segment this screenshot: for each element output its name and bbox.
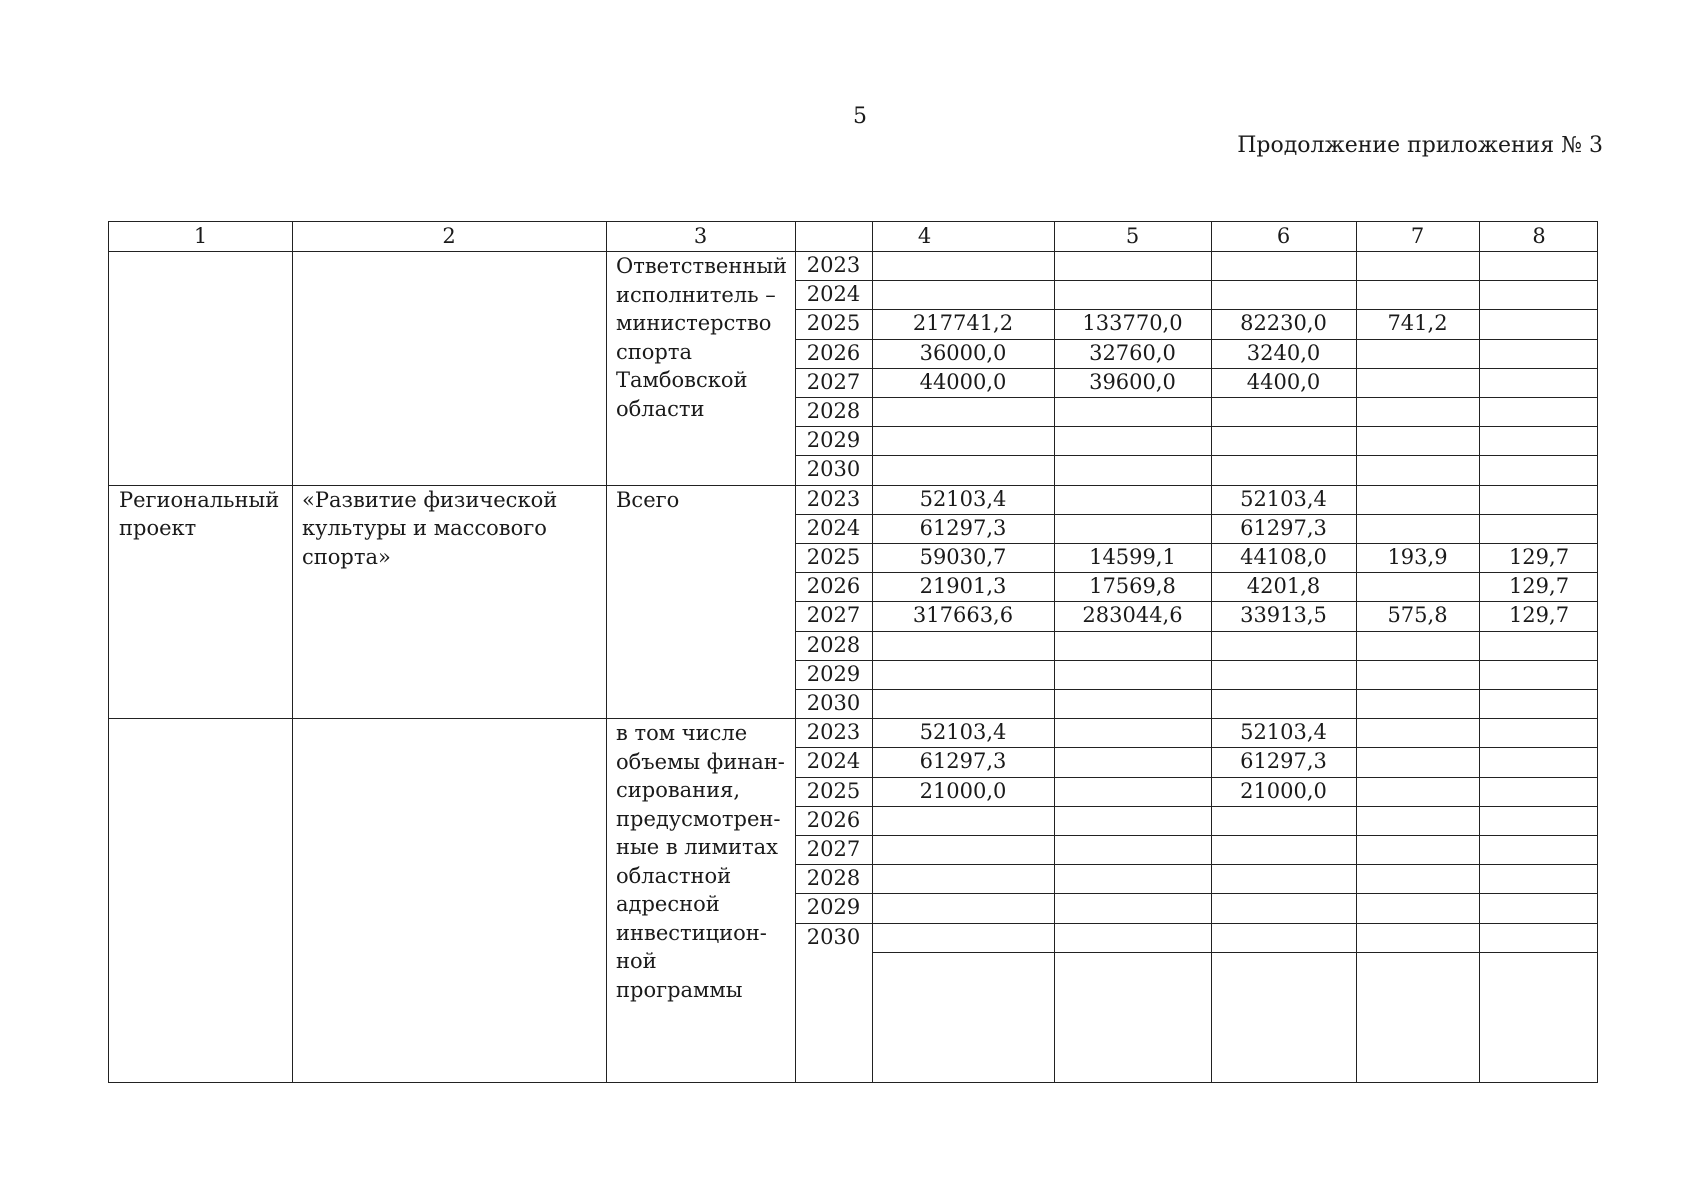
value-cell: 283044,6 — [1082, 603, 1183, 628]
value-cell: 741,2 — [1387, 311, 1448, 336]
value-cell — [1211, 455, 1356, 484]
value-cell — [1211, 251, 1356, 280]
column-divider — [292, 222, 293, 1082]
year-cell: 2030 — [806, 457, 861, 482]
header-cell: 3 — [693, 224, 708, 248]
year-cell: 2023 — [806, 486, 861, 511]
row-name-cell: «Развитие физической культуры и массового спорта» — [302, 487, 558, 569]
header-cell: 4 — [917, 224, 932, 248]
value-cell — [872, 835, 1054, 864]
value-cell: 317663,6 — [912, 603, 1014, 628]
year-cell: 2027 — [806, 603, 861, 628]
header-cell: 8 — [1532, 224, 1546, 248]
value-cell — [872, 893, 1054, 922]
value-cell: 21901,3 — [919, 574, 1007, 599]
funding-source-cell: Ответственный исполнитель – министерство спорта Тамбовской области — [616, 254, 788, 421]
column-divider — [606, 222, 607, 1082]
value-cell — [1211, 864, 1356, 893]
value-cell — [1479, 251, 1599, 280]
value-cell: 82230,0 — [1240, 311, 1327, 336]
value-cell: 52103,4 — [1240, 486, 1327, 511]
value-cell — [1054, 893, 1211, 922]
value-cell — [1211, 923, 1356, 952]
value-cell: 14599,1 — [1089, 545, 1176, 569]
value-cell — [1211, 893, 1356, 922]
value-cell — [1054, 923, 1211, 952]
value-cell: 575,8 — [1387, 603, 1448, 628]
value-cell — [1356, 806, 1479, 835]
year-cell: 2023 — [806, 253, 861, 277]
value-cell — [1211, 280, 1356, 309]
year-cell: 2029 — [806, 428, 861, 453]
value-cell: 44108,0 — [1240, 545, 1327, 569]
value-cell — [1479, 514, 1599, 543]
value-cell — [1356, 835, 1479, 864]
value-cell: 33913,5 — [1240, 603, 1327, 628]
value-cell: 3240,0 — [1246, 340, 1321, 365]
value-cell — [1054, 485, 1211, 514]
value-cell — [1356, 397, 1479, 426]
value-cell — [1479, 455, 1599, 484]
value-cell: 217741,2 — [912, 311, 1014, 336]
header-cell: 5 — [1125, 224, 1140, 248]
value-cell — [1479, 923, 1599, 952]
year-cell: 2026 — [806, 340, 861, 365]
value-cell — [872, 806, 1054, 835]
value-cell — [1479, 280, 1599, 309]
header-cell: 7 — [1410, 224, 1425, 248]
header-cell: 2 — [442, 224, 456, 248]
row-divider — [872, 952, 1597, 953]
year-cell: 2030 — [806, 924, 861, 949]
value-cell: 21000,0 — [919, 778, 1007, 803]
value-cell — [1211, 631, 1356, 660]
value-cell — [1054, 426, 1211, 455]
value-cell — [1479, 835, 1599, 864]
value-cell — [872, 280, 1054, 309]
value-cell — [1479, 397, 1599, 426]
page-number: 5 — [853, 104, 867, 129]
year-cell: 2027 — [806, 369, 861, 394]
year-cell: 2027 — [806, 837, 861, 861]
value-cell: 52103,4 — [1240, 720, 1327, 745]
value-cell: 129,7 — [1508, 603, 1570, 628]
value-cell — [1356, 572, 1479, 601]
value-cell — [872, 397, 1054, 426]
value-cell — [1356, 251, 1479, 280]
value-cell — [1356, 923, 1479, 952]
value-cell: 32760,0 — [1089, 340, 1176, 365]
year-cell: 2025 — [806, 778, 861, 803]
year-cell: 2025 — [806, 311, 861, 336]
year-cell: 2030 — [806, 691, 861, 715]
value-cell — [1054, 455, 1211, 484]
value-cell: 129,7 — [1508, 545, 1570, 569]
value-cell: 133770,0 — [1082, 311, 1183, 336]
year-cell: 2023 — [806, 720, 861, 745]
value-cell: 52103,4 — [919, 486, 1007, 511]
value-cell — [1479, 718, 1599, 747]
year-cell: 2026 — [806, 574, 861, 599]
value-cell — [1479, 660, 1599, 689]
year-cell: 2024 — [806, 515, 861, 540]
value-cell — [1356, 864, 1479, 893]
year-cell: 2028 — [806, 399, 861, 423]
value-cell — [872, 426, 1054, 455]
value-cell — [872, 455, 1054, 484]
value-cell — [1054, 864, 1211, 893]
value-cell — [1054, 397, 1211, 426]
value-cell — [1356, 893, 1479, 922]
value-cell — [1356, 747, 1479, 776]
value-cell — [1479, 747, 1599, 776]
value-cell — [1054, 631, 1211, 660]
value-cell — [1054, 777, 1211, 806]
value-cell — [1054, 835, 1211, 864]
value-cell — [1479, 368, 1599, 397]
value-cell — [1356, 514, 1479, 543]
year-cell: 2029 — [806, 895, 861, 920]
value-cell — [872, 689, 1054, 718]
value-cell — [1479, 864, 1599, 893]
value-cell — [1479, 426, 1599, 455]
value-cell — [1479, 339, 1599, 368]
value-cell — [1356, 485, 1479, 514]
value-cell: 129,7 — [1508, 574, 1570, 599]
appendix-continuation-note: Продолжение приложения № 3 — [1237, 133, 1603, 158]
value-cell — [1211, 689, 1356, 718]
value-cell: 44000,0 — [919, 369, 1007, 394]
value-cell: 17569,8 — [1089, 574, 1176, 599]
value-cell — [1211, 426, 1356, 455]
year-cell: 2024 — [806, 282, 861, 307]
value-cell: 193,9 — [1387, 545, 1448, 569]
value-cell — [1479, 689, 1599, 718]
value-cell: 61297,3 — [919, 515, 1007, 540]
value-cell — [872, 864, 1054, 893]
value-cell — [1054, 660, 1211, 689]
value-cell — [1054, 747, 1211, 776]
value-cell — [1054, 806, 1211, 835]
year-cell: 2029 — [806, 661, 861, 686]
value-cell — [1479, 893, 1599, 922]
value-cell: 4400,0 — [1246, 369, 1321, 394]
value-cell — [1054, 514, 1211, 543]
value-cell — [872, 923, 1054, 952]
value-cell — [1479, 777, 1599, 806]
value-cell — [1054, 689, 1211, 718]
value-cell — [1356, 426, 1479, 455]
value-cell: 39600,0 — [1089, 369, 1176, 394]
value-cell — [1479, 631, 1599, 660]
year-cell: 2024 — [806, 749, 861, 774]
value-cell — [872, 251, 1054, 280]
value-cell — [872, 660, 1054, 689]
year-cell: 2025 — [806, 545, 861, 569]
value-cell — [1356, 660, 1479, 689]
value-cell — [1356, 280, 1479, 309]
value-cell: 52103,4 — [919, 720, 1007, 745]
value-cell: 61297,3 — [1240, 749, 1327, 774]
row-type-cell: Региональный проект — [119, 487, 280, 541]
value-cell — [1356, 631, 1479, 660]
value-cell — [1356, 718, 1479, 747]
value-cell: 61297,3 — [919, 749, 1007, 774]
value-cell — [1211, 397, 1356, 426]
year-cell: 2026 — [806, 807, 861, 832]
value-cell — [1211, 806, 1356, 835]
value-cell — [872, 631, 1054, 660]
year-cell: 2028 — [806, 866, 861, 891]
header-cell: 6 — [1276, 224, 1291, 248]
year-cell: 2028 — [806, 632, 861, 657]
value-cell: 36000,0 — [919, 340, 1007, 365]
financing-table — [108, 221, 1598, 1083]
value-cell — [1211, 660, 1356, 689]
header-cell: 1 — [193, 224, 208, 248]
value-cell: 4201,8 — [1246, 574, 1321, 599]
value-cell — [1054, 280, 1211, 309]
value-cell — [1054, 718, 1211, 747]
funding-source-cell: Всего — [616, 487, 680, 512]
value-cell — [1356, 455, 1479, 484]
value-cell — [1479, 309, 1599, 338]
value-cell — [1479, 806, 1599, 835]
value-cell: 21000,0 — [1240, 778, 1327, 803]
value-cell — [1356, 368, 1479, 397]
value-cell — [1054, 251, 1211, 280]
value-cell — [1479, 485, 1599, 514]
value-cell — [1356, 777, 1479, 806]
value-cell: 61297,3 — [1240, 515, 1327, 540]
value-cell — [1356, 339, 1479, 368]
value-cell — [1356, 689, 1479, 718]
value-cell: 59030,7 — [919, 545, 1007, 569]
value-cell — [1211, 835, 1356, 864]
funding-source-cell: в том числе объемы финан- сирования, предусмотрен- ные в лимитах областной адресной инвестицион- ной программы — [616, 721, 785, 1002]
